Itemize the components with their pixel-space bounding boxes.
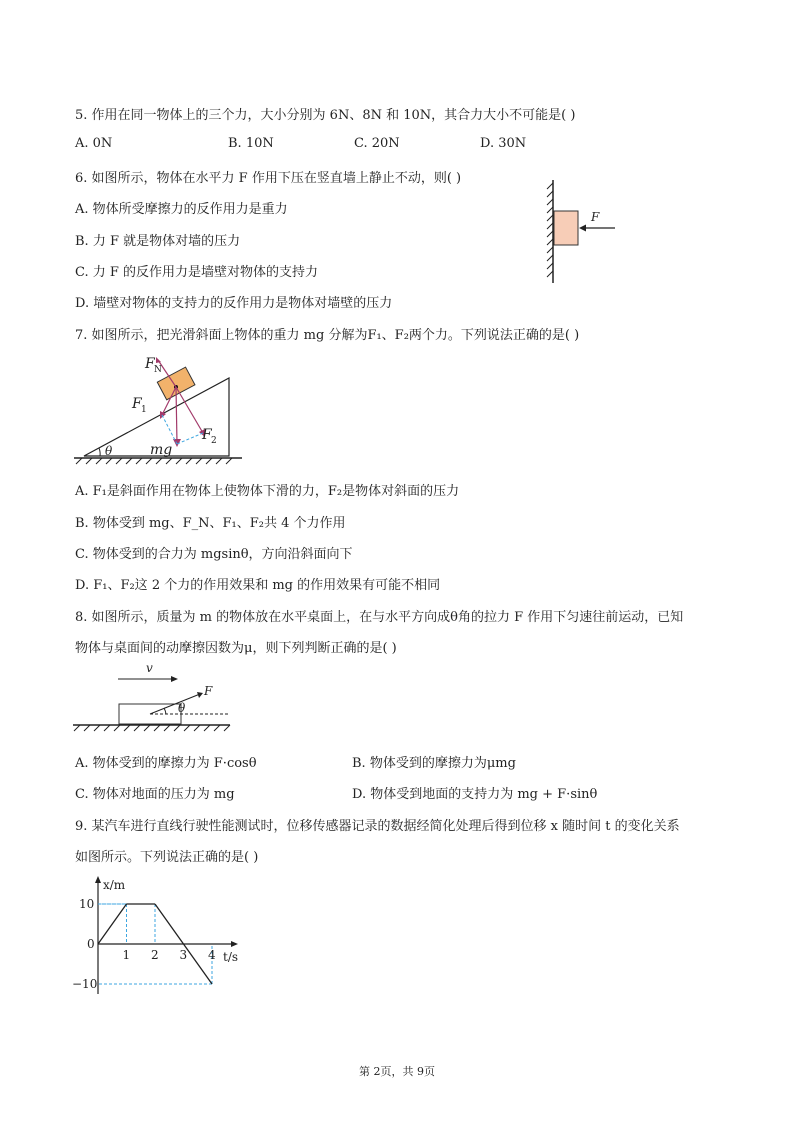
q7-option-b: B. 物体受到 mg、F_N、F₁、F₂共 4 个力作用 <box>75 516 346 531</box>
block <box>554 211 578 245</box>
y-tick-label-10: 10 <box>79 897 95 911</box>
q7-incline-figure <box>72 348 242 466</box>
q8-option-b: B. 物体受到的摩擦力为μmg <box>352 756 516 771</box>
q5-option-b: B. 10N <box>228 136 274 151</box>
series-segment-1 <box>98 904 127 944</box>
force-label-f: F <box>591 210 600 224</box>
q8-option-c: C. 物体对地面的压力为 mg <box>75 787 235 802</box>
label-f: F <box>204 684 213 698</box>
y-axis-label: x/m <box>103 878 126 892</box>
q6-option-d: D. 墙壁对物体的支持力的反作用力是物体对墙壁的压力 <box>75 296 393 311</box>
q9-stem-line1: 9. 某汽车进行直线行驶性能测试时，位移传感器记录的数据经简化处理后得到位移 x 随时间 t 的变化关系 <box>75 819 680 834</box>
y-tick-label--10: −10 <box>72 977 98 991</box>
y-tick-label-0: 0 <box>87 937 95 951</box>
angle-arc <box>99 448 100 456</box>
gravity-arrow <box>176 387 177 444</box>
label-mg: mg <box>150 442 173 458</box>
label-fn-sub: N <box>154 365 162 375</box>
label-theta: θ <box>105 444 113 458</box>
label-theta: θ <box>178 701 186 715</box>
x-axis-arrowhead <box>231 941 238 947</box>
x-tick-label-2: 2 <box>151 948 159 962</box>
q6-option-c: C. 力 F 的反作用力是墙壁对物体的支持力 <box>75 265 319 280</box>
q7-option-d: D. F₁、F₂这 2 个力的作用效果和 mg 的作用效果有可能不相同 <box>75 578 441 593</box>
ground-hatching <box>74 725 230 731</box>
q6-option-a: A. 物体所受摩擦力的反作用力是重力 <box>75 202 288 217</box>
q6-option-b: B. 力 F 就是物体对墙的压力 <box>75 234 241 249</box>
dashed-line-1 <box>162 415 177 444</box>
q5-option-d: D. 30N <box>480 136 527 151</box>
dashed-line-2 <box>177 433 203 444</box>
page-footer: 第 2页，共 9页 <box>359 1065 435 1078</box>
wall-hatching <box>547 183 553 277</box>
x-tick-label-1: 1 <box>122 948 131 962</box>
q8-stem-line2: 物体与桌面间的动摩擦因数为μ，则下列判断正确的是( ) <box>75 641 397 656</box>
q8-option-a: A. 物体受到的摩擦力为 F·cosθ <box>75 756 257 771</box>
y-axis-arrowhead <box>95 876 101 883</box>
label-f2: F <box>202 427 212 443</box>
q9-stem-line2: 如图所示。下列说法正确的是( ) <box>75 850 259 865</box>
q5-option-a: A. 0N <box>75 136 113 151</box>
x-tick-label-4: 4 <box>208 948 216 962</box>
series-segment-3 <box>155 904 184 944</box>
label-f2-sub: 2 <box>211 436 217 446</box>
q5-stem: 5. 作用在同一物体上的三个力，大小分别为 6N、8N 和 10N，其合力大小不可能是( ) <box>75 108 576 123</box>
ground-hatching <box>76 458 232 464</box>
label-f1-sub: 1 <box>141 405 147 415</box>
q8-block-figure <box>70 658 240 738</box>
label-v: v <box>146 661 153 675</box>
label-f1: F <box>132 396 142 412</box>
q6-wall-figure <box>540 175 630 290</box>
q8-option-d: D. 物体受到地面的支持力为 mg + F·sinθ <box>352 787 598 802</box>
x-axis-label: t/s <box>223 950 239 964</box>
q6-stem: 6. 如图所示，物体在水平力 F 作用下压在竖直墙上静止不动，则( ) <box>75 171 462 186</box>
normal-force-arrowhead <box>156 357 161 363</box>
velocity-arrowhead <box>171 676 178 682</box>
q9-xt-graph <box>70 870 260 1000</box>
q7-option-a: A. F₁是斜面作用在物体上使物体下滑的力，F₂是物体对斜面的压力 <box>75 484 460 499</box>
q7-stem: 7. 如图所示，把光滑斜面上物体的重力 mg 分解为F₁、F₂两个力。下列说法正确的是( ) <box>75 328 580 343</box>
q7-option-c: C. 物体受到的合力为 mgsinθ，方向沿斜面向下 <box>75 547 353 562</box>
angle-arc <box>164 708 166 714</box>
q8-stem-line1: 8. 如图所示，质量为 m 的物体放在水平桌面上，在与水平方向成θ角的拉力 F 作用下匀速往前运动，已知 <box>75 610 684 625</box>
x-tick-label-3: 3 <box>179 948 188 962</box>
force-arrowhead <box>579 225 586 232</box>
q5-option-c: C. 20N <box>354 136 400 151</box>
label-fn: F <box>145 356 155 372</box>
